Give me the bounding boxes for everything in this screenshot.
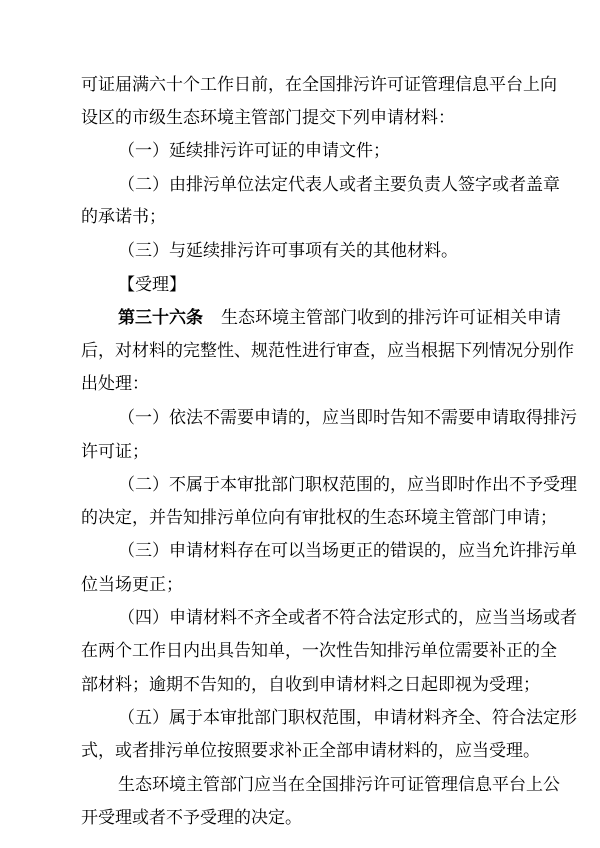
text-line-19: 部材料；逾期不告知的，自收到申请材料之日起即视为受理； [81, 675, 540, 695]
text-line-13: （二）不属于本审批部门职权范围的，应当即时作出不予受理 [118, 475, 577, 495]
text-line-15: （三）申请材料存在可以当场更正的错误的，应当允许排污单 [118, 541, 577, 561]
article-number: 第三十六条 [118, 308, 203, 328]
text-line-4: （二）由排污单位法定代表人或者主要负责人签字或者盖章 [118, 175, 560, 195]
text-line-12: 许可证； [81, 442, 149, 462]
text-line-9: 后，对材料的完整性、规范性进行审查，应当根据下列情况分别作 [81, 341, 574, 361]
text-line-6: （三）与延续排污许可事项有关的其他材料。 [118, 241, 458, 261]
text-line-1: 可证届满六十个工作日前，在全国排污许可证管理信息平台上向 [81, 75, 557, 95]
text-line-3: （一）延续排污许可证的申请文件； [118, 141, 390, 161]
text-line-10: 出处理： [81, 374, 149, 394]
text-line-16: 位当场更正； [81, 575, 183, 595]
text-line-14: 的决定，并告知排污单位向有审批权的生态环境主管部门申请； [81, 508, 557, 528]
text-line-5: 的承诺书； [81, 207, 166, 227]
text-line-20: （五）属于本审批部门职权范围，申请材料齐全、符合法定形 [118, 708, 577, 728]
article-line [118, 308, 561, 328]
text-line-21: 式，或者排污单位按照要求补正全部申请材料的，应当受理。 [81, 741, 540, 761]
article-text: 生态环境主管部门收到的排污许可证相关申请 [221, 308, 561, 328]
text-line-22: 生态环境主管部门应当在全国排污许可证管理信息平台上公 [118, 775, 560, 795]
text-line-11: （一）依法不需要申请的，应当即时告知不需要申请取得排污 [118, 408, 577, 428]
section-heading-acceptance: 【受理】 [118, 275, 186, 295]
text-line-23: 开受理或者不予受理的决定。 [81, 808, 302, 828]
text-line-2: 设区的市级生态环境主管部门提交下列申请材料： [81, 108, 455, 128]
text-line-18: 在两个工作日内出具告知单，一次性告知排污单位需要补正的全 [81, 641, 557, 661]
text-line-17: （四）申请材料不齐全或者不符合法定形式的，应当当场或者 [118, 608, 577, 628]
